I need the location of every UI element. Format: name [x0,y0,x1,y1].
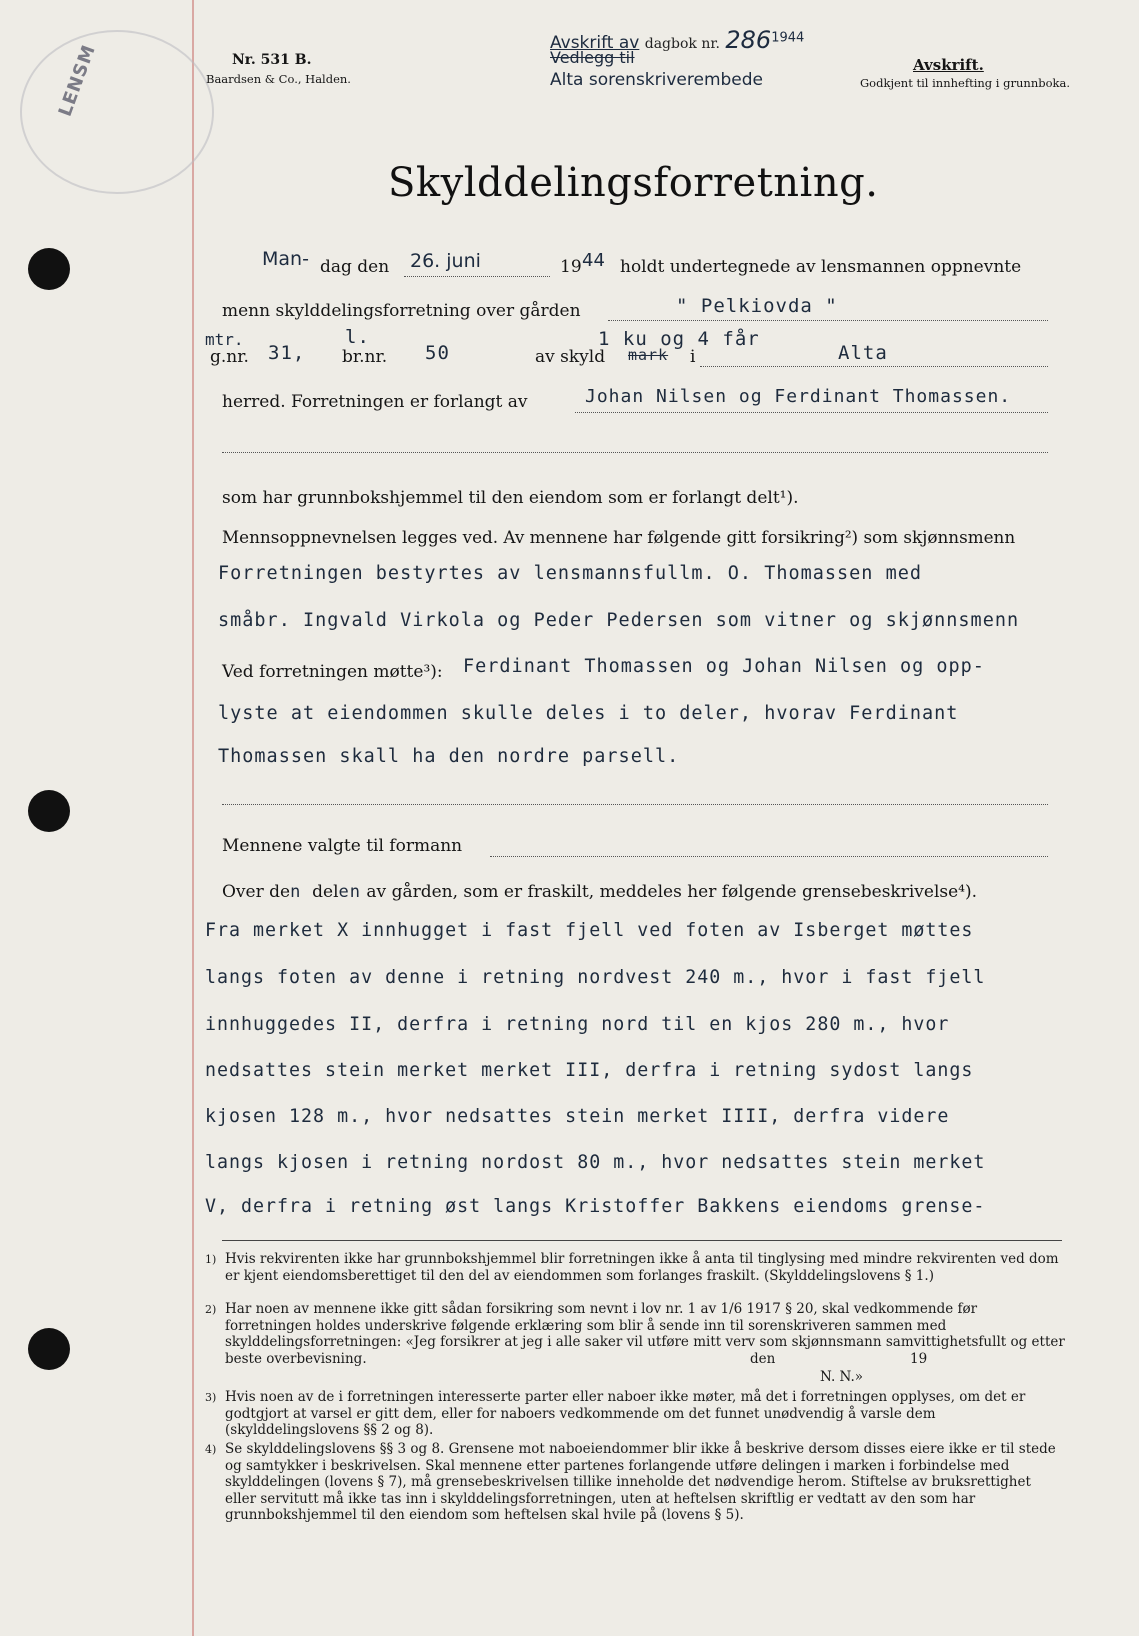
boundary-line: nedsattes stein merket merket III, derfra i retning sydost langs [205,1060,974,1081]
date-dots [404,276,550,277]
boundary-line: langs kjosen i retning nordost 80 m., hvor nedsattes stein merket [205,1152,986,1173]
margin-line [192,0,194,1636]
document-title: Skylddelingsforretning. [388,160,879,206]
l-mark: l. [345,326,370,348]
punch-hole-middle [28,790,70,832]
year-suffix: 44 [582,250,605,271]
year-prefix: 19 [560,257,582,277]
journal-year: 1944 [771,30,805,46]
boundary-intro-part1: Over de [222,882,291,902]
bnr-value: 50 [425,342,450,364]
footnote-text: Hvis rekvirenten ikke har grunnbokshjemmel blir forretningen ikke å anta til tinglysing med mindre rekvirenten ved dom er kjent eiendomsberettiget til den del av eiendommen som forlanges fraskilt. (Skylddelingslovens § 1.) [225,1251,1059,1284]
office-name: Alta sorenskriverembede [550,70,764,90]
date-handwritten: 26. juni [410,250,481,272]
met-line-2: lyste at eiendommen skulle deles i to deler, hvorav Ferdinant [218,703,959,724]
boundary-line: V, derfra i retning øst langs Kristoffer Bakkens eiendoms grense- [205,1196,986,1217]
footnote-number: 4) [205,1443,217,1456]
footnote-text: Se skylddelingslovens §§ 3 og 8. Grensene mot naboeiendommer blir ikke å beskrive dersom disses eiere ikke er til stede og samtykker i beskrivelsen. Skal mennene etter partenes forlangende utføre delingen i marken i forbindelse med skylddelingen (lovens § 7), må grensebeskrivelsen tillike inneholde det nødvendige herom. Stiftelse av bruksrettighet eller servitutt må ikke tas inn i skylddelingsforretningen, uten at heftelsen skriftlig er vedtatt av den som har grunnbokshjemmel til den eiendom som heftelsen skal hvile på (lovens § 5). [225,1441,1056,1523]
office-stamp-text: LENSM [54,41,101,120]
footnote-2-signature: N. N.» [820,1369,864,1385]
copy-of-label: Avskrift av [550,33,640,53]
footnote-rule [222,1240,1062,1241]
municipality-dots [700,366,1048,367]
boundary-line: Fra merket X innhugget i fast fjell ved foten av Isberget møttes [205,920,974,941]
footnote-number: 2) [205,1303,217,1316]
in-label: i [690,347,696,367]
boundary-intro [222,882,977,902]
men-text: menn skylddelingsforretning over gården [222,301,581,321]
diary-label: dagbok nr. [644,36,720,52]
footnote-2-den: den [750,1351,776,1367]
punch-hole-bottom [28,1328,70,1370]
boundary-intro-en: en [338,882,362,902]
skyld-value: 1 ku og 4 får [598,328,760,350]
blank-dots [222,452,1048,453]
herred-text: herred. Forretningen er forlangt av [222,392,528,412]
copy-label: Avskrift. [913,56,984,74]
footnote-2-year: 19 [910,1351,928,1367]
skyld-label: av skyld [535,347,606,367]
men-appointment-text: Mennsoppnevnelsen legges ved. Av mennene har følgende gitt forsikring²) som skjønnsmenn [222,527,1016,547]
punch-hole-top [28,248,70,290]
boundary-intro-part2: del [312,882,339,902]
gnr-label: g.nr. [210,347,249,367]
publisher: Baardsen & Co., Halden. [206,72,351,86]
footnote-number: 3) [205,1391,217,1404]
boundary-line: langs foten av denne i retning nordvest 240 m., hvor i fast fjell [205,967,986,988]
bnr-label: br.nr. [342,347,388,367]
men-typed-line-2: småbr. Ingvald Virkola og Peder Pedersen som vitner og skjønnsmenn [218,610,1020,631]
form-number: Nr. 531 B. [232,52,312,68]
gnr-value: 31, [268,342,306,364]
skyld-struck: mark [628,346,669,364]
boundary-intro-part3: av gården, som er fraskilt, meddeles her følgende grensebeskrivelse⁴). [366,882,978,902]
footnote-number: 1) [205,1253,217,1266]
footnote-text: Hvis noen av de i forretningen interesserte parter eller naboer ikke møter, må det i forretningen opplyses, om det er godtgjort at varsel er gitt dem, eller for naboers vedkommende om det funnet unødvendig å varsle dem (skylddelingslovens §§ 2 og 8). [225,1389,1026,1438]
farm-name: " Pelkiovda " [676,295,838,317]
office-stamp [20,30,214,194]
farm-dots [608,320,1048,321]
boundary-line: innhuggedes II, derfra i retning nord til en kjos 280 m., hvor [205,1014,950,1035]
footnote-text: Har noen av mennene ikke gitt sådan forsikring som nevnt i lov nr. 1 av 1/6 1917 § 20, skal vedkommende før forretningen holdes underskrive følgende erklæring som blir å sende inn til sorenskriveren sammen med skylddelingsforretningen: «Jeg forsikrer at jeg i alle saker vil utføre mitt verv som skjønnsmann samvittighetsfullt og etter beste overbevisning. [225,1301,1065,1367]
requested-by: Johan Nilsen og Ferdinant Thomassen. [585,386,1012,407]
attachment-label-struck: Vedlegg til [550,48,635,67]
weekday-handwritten: Man- [262,248,309,270]
mtr-label: mtr. [205,330,244,349]
met-label: Ved forretningen møtte³): [222,662,443,682]
met-typed: Ferdinant Thomassen og Johan Nilsen og opp- [463,656,985,677]
chairman-label: Mennene valgte til formann [222,836,463,856]
dag-den-label: dag den [320,257,390,277]
boundary-intro-n: n [290,882,302,902]
approval-text: Godkjent til innhefting i grunnboka. [860,76,1070,90]
met-line-3: Thomassen skall ha den nordre parsell. [218,746,680,767]
journal-number: 286 [725,26,772,54]
blank-dots-2 [222,804,1048,805]
men-typed-line-1: Forretningen bestyrtes av lensmannsfullm. O. Thomassen med [218,563,923,584]
boundary-line: kjosen 128 m., hvor nedsattes stein merket IIII, derfra videre [205,1106,950,1127]
municipality: Alta [838,342,888,364]
held-text: holdt undertegnede av lensmannen oppnevnte [620,257,1022,277]
chairman-dots [490,856,1048,857]
grunnbok-text: som har grunnbokshjemmel til den eiendom som er forlangt delt¹). [222,488,799,508]
requested-dots [575,412,1048,413]
